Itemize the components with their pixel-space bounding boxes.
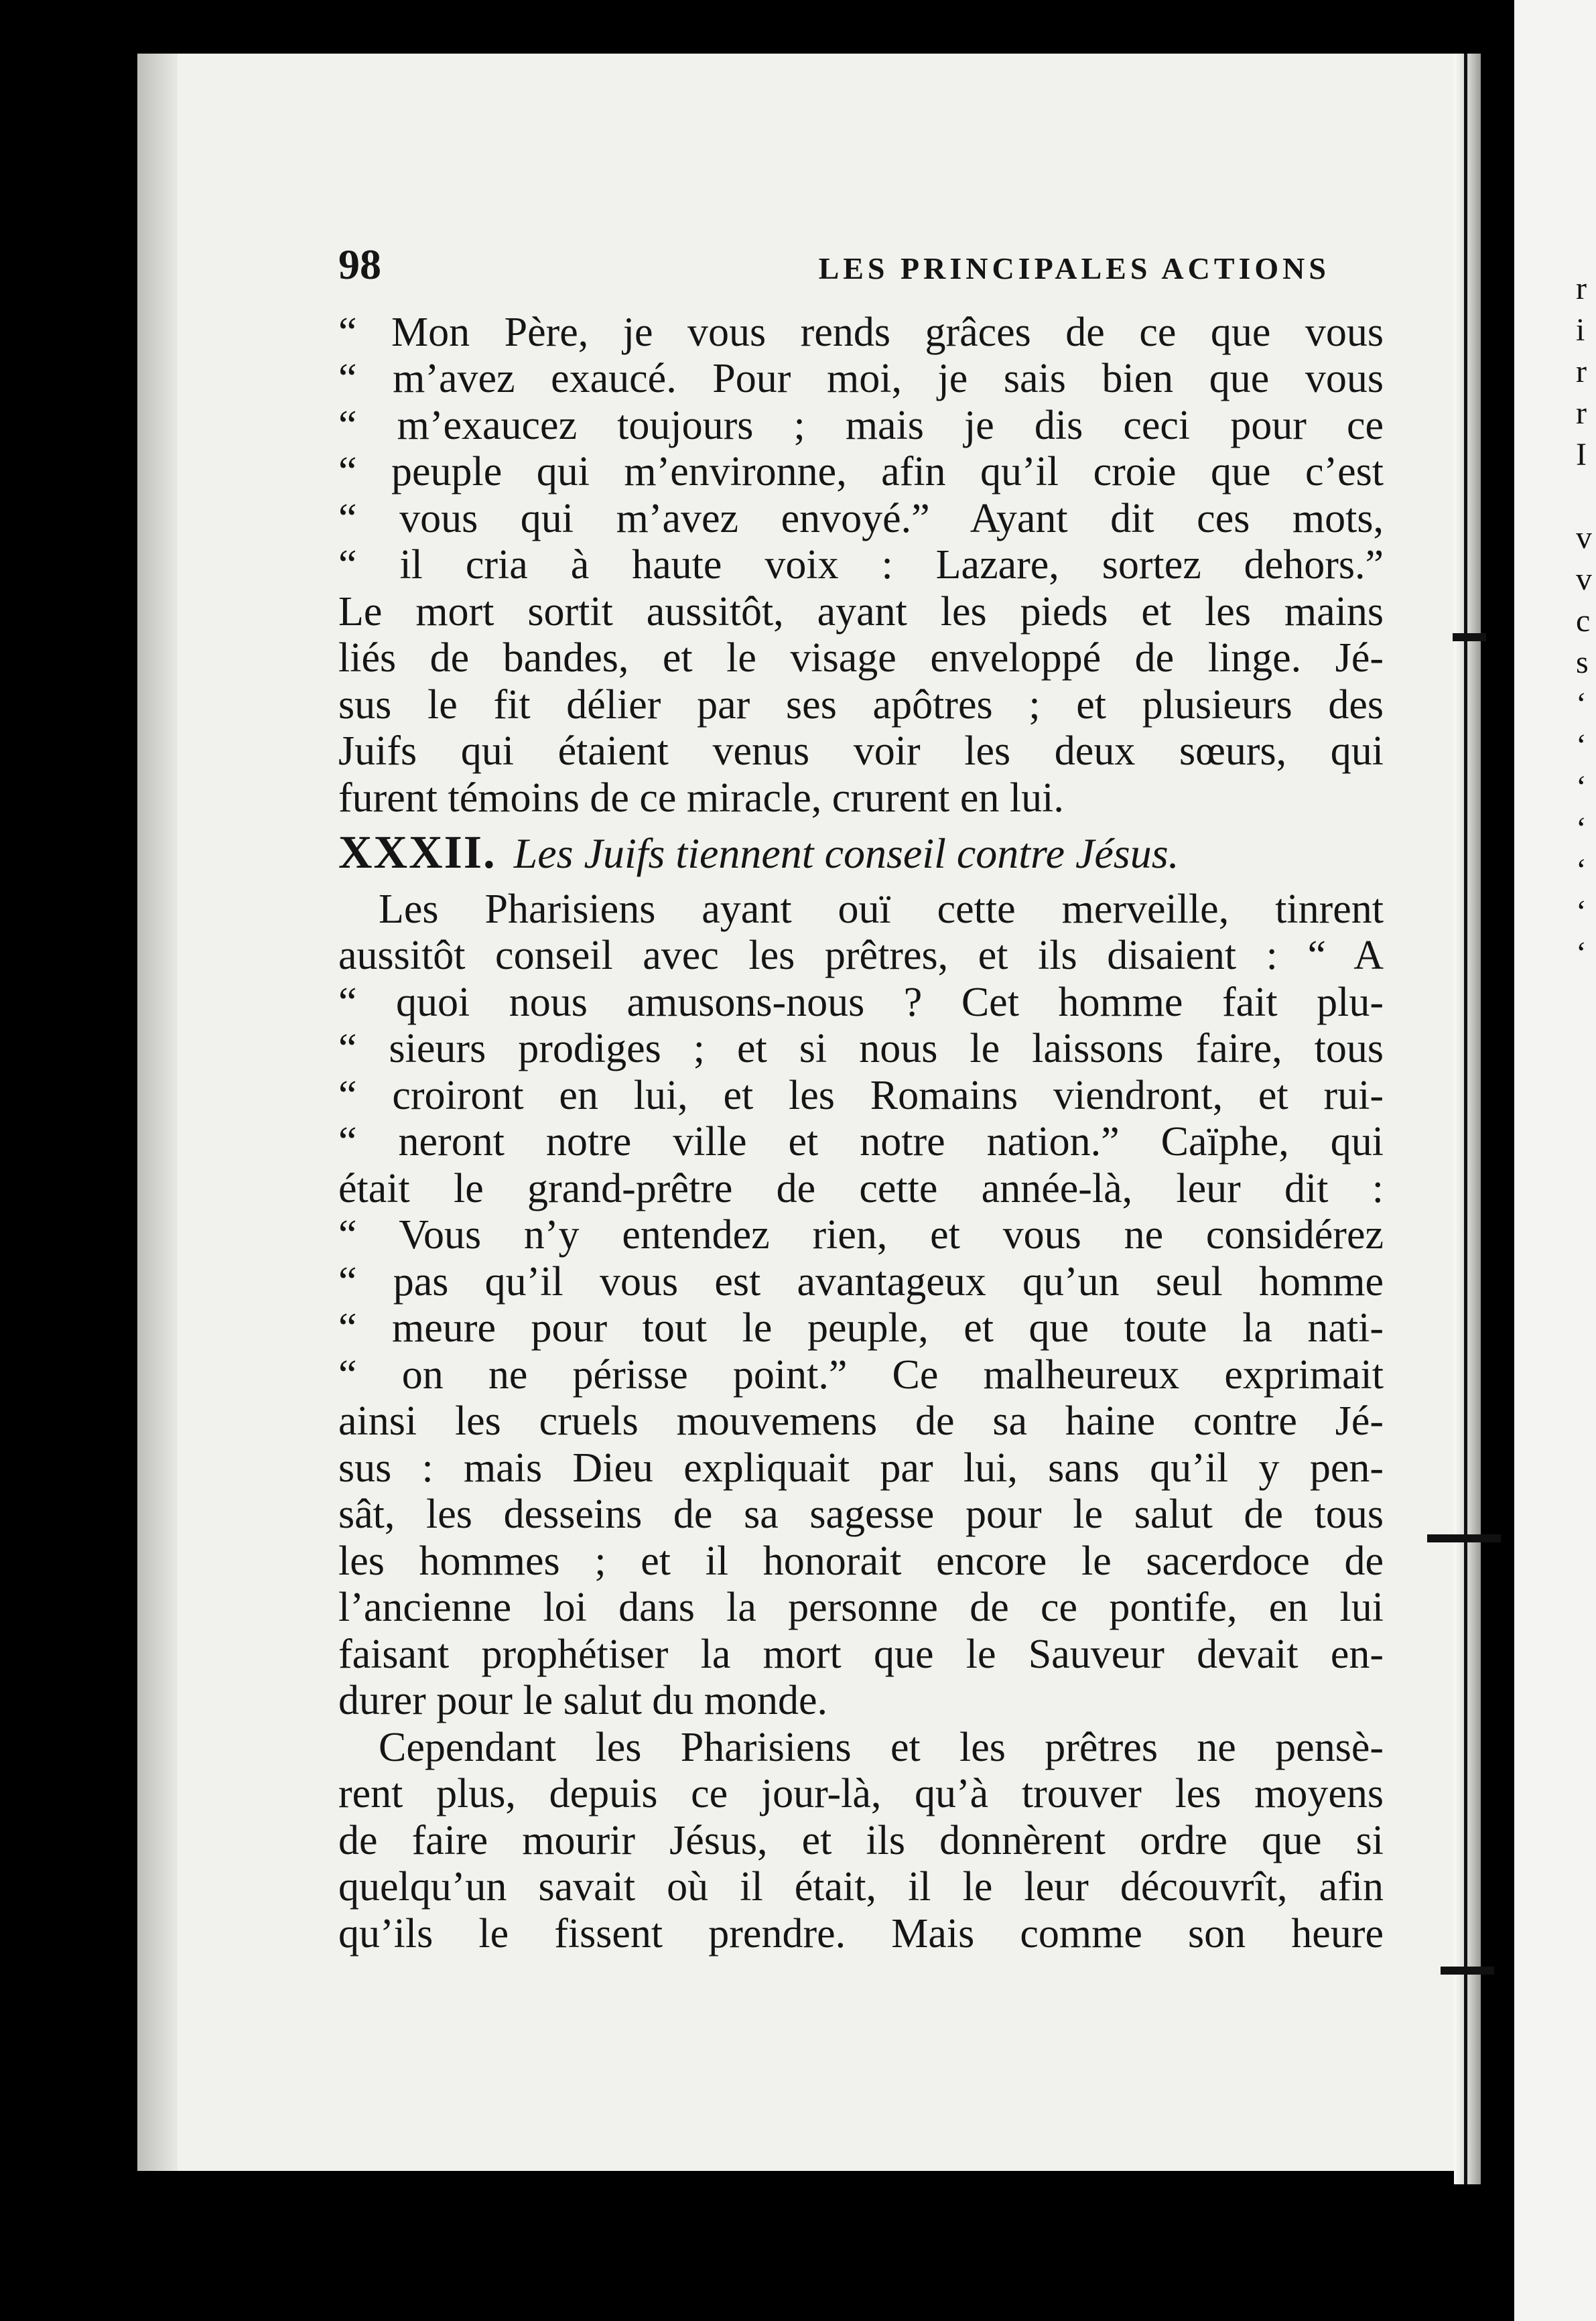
text-line: “ croiront en lui, et les Romains viendront, et rui-: [338, 1072, 1384, 1118]
section-title: Les Juifs tiennent conseil contre Jésus.: [513, 830, 1179, 877]
running-head: [338, 241, 1384, 292]
text-line: “ neront notre ville et notre nation.” Caïphe, qui: [338, 1119, 1384, 1165]
text-line: l’ancienne loi dans la personne de ce pontife, en lui: [338, 1585, 1384, 1630]
text-line: “ quoi nous amusons-nous ? Cet homme fait plu-: [338, 979, 1384, 1025]
text-line: faisant prophétiser la mort que le Sauveur devait en-: [338, 1631, 1384, 1677]
text-line: aussitôt conseil avec les prêtres, et ils disaient : “ A: [338, 933, 1384, 978]
text-line: “ m’avez exaucé. Pour moi, je sais bien que vous: [338, 356, 1384, 401]
section-number: XXXII.: [338, 827, 496, 878]
text-line: rent plus, depuis ce jour-là, qu’à trouver les moyens: [338, 1771, 1384, 1816]
binding-gutter: [1454, 54, 1481, 2184]
text-line: sât, les desseins de sa sagesse pour le salut de tous: [338, 1491, 1384, 1537]
text-line: Juifs qui étaient venus voir les deux sœurs, qui: [338, 728, 1384, 774]
text-line: sus le fit délier par ses apôtres ; et plusieurs des: [338, 681, 1384, 728]
facing-page-fragment: r i r r I v v c s ‘ ‘ ‘ ‘ ‘ ‘ ‘: [1576, 271, 1592, 971]
text-line: “ Vous n’y entendez rien, et vous ne considérez: [338, 1212, 1384, 1258]
paragraph-3: [338, 1725, 1384, 1958]
text-line: “ vous qui m’avez envoyé.” Ayant dit ces mots,: [338, 495, 1384, 541]
text-line: “ pas qu’il vous est avantageux qu’un seul homme: [338, 1258, 1384, 1305]
text-line: durer pour le salut du monde.: [338, 1678, 828, 1723]
text-line: “ sieurs prodiges ; et si nous le laissons faire, tous: [338, 1026, 1384, 1071]
text-line: les hommes ; et il honorait encore le sacerdoce de: [338, 1538, 1384, 1584]
text-line: de faire mourir Jésus, et ils donnèrent ordre que si: [338, 1817, 1384, 1863]
page-edge: [137, 54, 178, 2171]
binding-stitch: [1427, 1534, 1501, 1542]
page-text: [338, 241, 1384, 1957]
text-line: “ peuple qui m’environne, afin qu’il croie que c’est: [338, 449, 1384, 494]
paragraph-1: [338, 310, 1384, 822]
text-line: “ il cria à haute voix : Lazare, sortez dehors.”: [338, 542, 1384, 588]
section-heading: [338, 827, 1384, 878]
text-line: “ on ne périsse point.” Ce malheureux exprimait: [338, 1351, 1384, 1398]
text-line: qu’ils le fissent prendre. Mais comme son heure: [338, 1910, 1384, 1957]
text-line: Cependant les Pharisiens et les prêtres ne pensè-: [379, 1724, 1384, 1770]
running-title: LES PRINCIPALES ACTIONS: [818, 251, 1330, 285]
binding-stitch: [1441, 1967, 1494, 1975]
text-line: Le mort sortit aussitôt, ayant les pieds et les mains: [338, 588, 1384, 635]
binding-stitch: [1453, 633, 1486, 641]
text-line: Les Pharisiens ayant ouï cette merveille, tinrent: [379, 886, 1384, 932]
text-line: “ m’exaucez toujours ; mais je dis ceci pour ce: [338, 402, 1384, 448]
text-line: furent témoins de ce miracle, crurent en lui.: [338, 775, 1064, 821]
paragraph-2: [338, 886, 1384, 1725]
page-number: 98: [338, 241, 381, 288]
text-line: était le grand-prêtre de cette année-là, leur dit :: [338, 1165, 1384, 1211]
text-line: “ meure pour tout le peuple, et que toute la nati-: [338, 1305, 1384, 1351]
binding-thread: [1464, 54, 1467, 2184]
text-line: “ Mon Père, je vous rends grâces de ce que vous: [338, 309, 1384, 355]
text-line: ainsi les cruels mouvemens de sa haine contre Jé-: [338, 1398, 1384, 1444]
text-line: sus : mais Dieu expliquait par lui, sans qu’il y pen-: [338, 1445, 1384, 1491]
text-line: quelqu’un savait où il était, il le leur découvrît, afin: [338, 1864, 1384, 1910]
text-line: liés de bandes, et le visage enveloppé de linge. Jé-: [338, 635, 1384, 681]
